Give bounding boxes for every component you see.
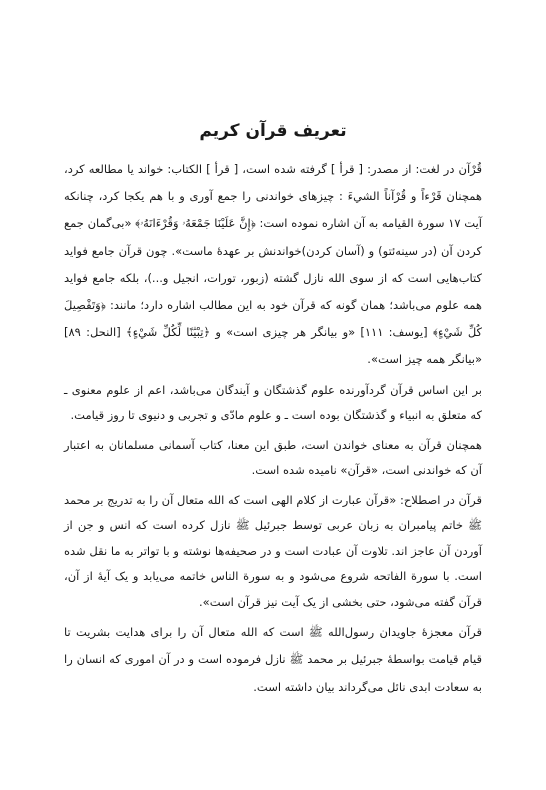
- document-page: [64, 118, 482, 701]
- paragraph-reading-meaning: همچنان قرآن به معنای خواندن است، طبق این معنا، کتاب آسمانی مسلمانان به اعتبار آن که خواندنی است، «قرآن» نامیده شده است.: [64, 437, 482, 478]
- paragraph-sciences: بر این اساس قرآن گردآورنده علوم گذشتگان و آیندگان می‌باشد، اعم از علوم معنوی ـ که متعلق به انبیاء و گذشتگان بوده است ـ و علوم مادّی و تجربی و دنیوی تا روز قیامت.: [64, 382, 482, 423]
- paragraph-definition-lughat: قُرْآن در لغت: از مصدر: [ قرأ ] گرفته شده است، [ قرأ ] الکتاب: خواند یا مطالعه کرد، همچنان قَرْءاً و قُرْآناً الشيءَ : چیزهای خواندنی را جمع آوری و با هم یکجا کرد، چنانکه آیت ۱۷ سورة القیامه به آن اشاره نموده است: ﴿إِنَّ عَلَيْنَا جَمْعَهُۥ وَقُرْءَانَهُۥ﴾ «بی‌گمان جمع کردن آن (در سینه‌ئتو) و (آسان کردن)خواندنش بر عهدهٔ ماست». چون قرآن جامع فواید کتاب‌هایی است که از سوی الله نازل گشته (زبور، تورات، انجیل و...)، بلکه جامع فواید همه علوم می‌باشد؛ همان گونه که قرآن خود به این مطالب اشاره دارد؛ مانند: ﴿وَتَفْصِيلَ كُلِّ شَيْءٍ﴾ [یوسف: ۱۱۱] «و بیانگر هر چیزی است» و ﴿تِبْيَٰنًا لِّكُلِّ شَيْءٍ﴾ [النحل: ۸۹] «بیانگر همه چیز است».: [64, 162, 482, 367]
- paragraph-miracle: قرآن معجزهٔ جاویدان رسول‌الله ﷺ است که الله متعال آن را برای هدایت بشریت تا قیام قیامت بواسطهٔ جبرئیل بر محمد ﷺ نازل فرموده است و در آن اموری که انسان را به سعادت ابدی نائل می‌گرداند بیان داشته است.: [64, 625, 482, 694]
- paragraph-definition-istilah: قرآن در اصطلاح: «قرآن عبارت از کلام الهی است که الله متعال آن را به تدریج بر محمد ﷺ خاتم پیامبران به زبان عربی توسط جبرئیل ﷺ نازل کرده است که انس و جن از آوردن آن عاجز اند. تلاوت آن عبادت است و در صحیفه‌ها نوشته و با تواتر به ما نقل شده است. با سورة الفاتحه شروع می‌شود و به سورة الناس خاتمه می‌یابد و یک آیهٔ از آن، قرآن گفته می‌شود، حتی بخشی از یک آیت نیز قرآن است».: [64, 492, 482, 609]
- page-title: تعریف قرآن کریم: [199, 121, 347, 141]
